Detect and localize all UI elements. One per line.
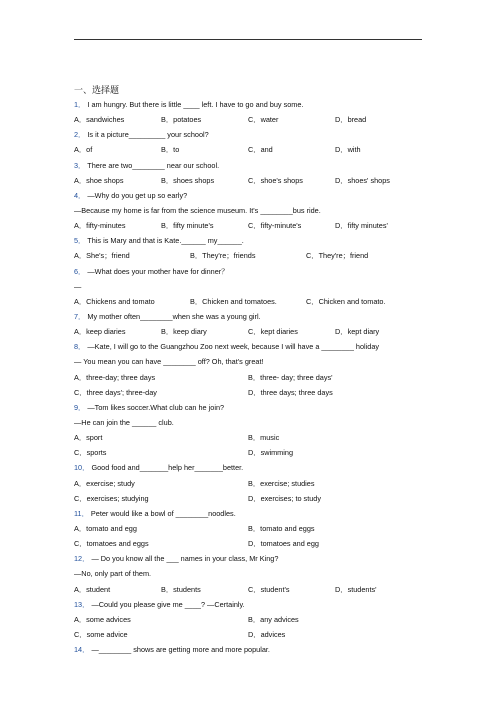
- answer-option: D．students': [335, 584, 377, 594]
- answer-option: B．to: [161, 145, 180, 155]
- question-number: 3．: [74, 160, 86, 170]
- answer-option: C．water: [248, 115, 279, 125]
- answer-option: B．keep diary: [161, 327, 207, 337]
- options-row: [74, 445, 434, 460]
- question-dialogue-line: —No, only part of them.: [74, 569, 152, 579]
- question-text: This is Mary and that is Kate.______ my______.: [85, 236, 244, 246]
- answer-option: C．Chicken and tomato.: [306, 296, 386, 306]
- answer-option: C．shoe's shops: [248, 175, 303, 185]
- answer-option: A．some advices: [74, 614, 131, 624]
- question-number: 12．: [74, 554, 90, 564]
- question-stem: [74, 158, 434, 173]
- question-dialogue-line: —He can join the ______ club.: [74, 417, 174, 427]
- question-stem: [74, 127, 434, 142]
- answer-option: D．kept diary: [335, 327, 380, 337]
- question-stem: [74, 188, 434, 203]
- answer-option: D．bread: [335, 115, 367, 125]
- options-row: [74, 476, 434, 491]
- question-text: —Kate, I will go to the Guangzhou Zoo next week, because I will have a ________ holiday: [85, 342, 380, 352]
- question-text: — Do you know all the ___ names in your class, Mr King?: [89, 554, 279, 564]
- answer-option: C．student's: [248, 584, 290, 594]
- question-number: 13．: [74, 599, 90, 609]
- answer-option: B．shoes shops: [161, 175, 215, 185]
- question-stem: [74, 97, 434, 112]
- options-row: [74, 627, 434, 642]
- options-row: [74, 142, 434, 157]
- question-text: —What does your mother have for dinner？: [85, 266, 229, 276]
- question-list: [74, 97, 434, 657]
- question-text: —Why do you get up so early?: [85, 190, 188, 200]
- answer-option: C．fifty-minute's: [248, 221, 302, 231]
- question-text: My mother often________when she was a young girl.: [85, 311, 261, 321]
- answer-option: C．exercises; studying: [74, 493, 149, 503]
- options-row: [74, 536, 434, 551]
- options-row: [74, 112, 434, 127]
- question-text: —Could you please give me ____? —Certainly.: [89, 599, 245, 609]
- answer-option: C．kept diaries: [248, 327, 298, 337]
- options-row: [74, 218, 434, 233]
- question-text: I am hungry. But there is little ____ left. I have to go and buy some.: [85, 100, 304, 109]
- answer-option: A．shoe shops: [74, 175, 124, 185]
- options-row: [74, 521, 434, 536]
- answer-option: A．fifty-minutes: [74, 221, 126, 231]
- question-stem: [74, 460, 434, 475]
- question-number: 14．: [74, 645, 90, 655]
- options-row: [74, 385, 434, 400]
- question-stem: [74, 551, 434, 566]
- question-text: Peter would like a bowl of ________noodles.: [88, 508, 236, 518]
- question-text: Good food and_______help her_______better.: [89, 463, 244, 473]
- answer-option: A．exercise; study: [74, 478, 135, 488]
- question-number: 2．: [74, 130, 86, 140]
- options-row: [74, 612, 434, 627]
- question-text: —Tom likes soccer.What club can he join?: [85, 402, 225, 412]
- answer-option: D．advices: [248, 629, 286, 639]
- answer-option: D．tomatoes and egg: [248, 539, 319, 549]
- options-row: [74, 173, 434, 188]
- question-stem: [74, 339, 434, 354]
- question-dialogue-line: — You mean you can have ________ off? Oh, that's great!: [74, 357, 264, 367]
- answer-option: B．Chicken and tomatoes.: [190, 296, 277, 306]
- answer-option: C．some advice: [74, 629, 128, 639]
- question-dialogue-line: —Because my home is far from the science museum. It's ________bus ride.: [74, 205, 321, 215]
- answer-option: B．music: [248, 433, 280, 443]
- question-text: Is it a picture_________ your school?: [85, 130, 209, 140]
- answer-option: D．with: [335, 145, 361, 155]
- question-number: 11．: [74, 508, 89, 518]
- answer-option: A．She's；friend: [74, 251, 130, 261]
- question-stem: [74, 597, 434, 612]
- question-number: 9．: [74, 402, 86, 412]
- section-title: 一、选择题: [74, 85, 120, 95]
- question-number: 7．: [74, 311, 86, 321]
- answer-option: C．and: [248, 145, 273, 155]
- question-stem: [74, 506, 434, 521]
- options-row: [74, 324, 434, 339]
- question-stem: [74, 400, 434, 415]
- question-text: —________ shows are getting more and more popular.: [89, 645, 270, 655]
- options-row: [74, 294, 434, 309]
- answer-option: D．shoes' shops: [335, 175, 390, 185]
- answer-option: C．three days'; three-day: [74, 387, 157, 397]
- answer-option: C．tomatoes and eggs: [74, 539, 149, 549]
- answer-option: A．Chickens and tomato: [74, 296, 155, 306]
- answer-option: B．three- day; three days': [248, 372, 333, 382]
- question-stem: [74, 642, 434, 657]
- answer-option: C．They're；friend: [306, 251, 369, 261]
- question-number: 5．: [74, 236, 86, 246]
- question-number: 1．: [74, 100, 86, 109]
- answer-option: A．three-day; three days: [74, 372, 156, 382]
- answer-option: A．keep diaries: [74, 327, 126, 337]
- answer-option: C．sports: [74, 448, 107, 458]
- question-number: 4．: [74, 190, 86, 200]
- question-dialogue-line: —: [74, 281, 82, 291]
- answer-option: D．swimming: [248, 448, 293, 458]
- answer-option: B．They're；friends: [190, 251, 256, 261]
- header-rule: [74, 39, 422, 40]
- answer-option: B．exercise; studies: [248, 478, 315, 488]
- answer-option: B．fifty minute's: [161, 221, 214, 231]
- options-row: [74, 491, 434, 506]
- answer-option: D．exercises; to study: [248, 493, 321, 503]
- options-row: [74, 370, 434, 385]
- options-row: [74, 582, 434, 597]
- answer-option: D．three days; three days: [248, 387, 333, 397]
- question-stem: [74, 264, 434, 279]
- answer-option: D．fifty minutes': [335, 221, 388, 231]
- answer-option: B．students: [161, 584, 201, 594]
- options-row: [74, 430, 434, 445]
- answer-option: B．potatoes: [161, 115, 202, 125]
- answer-option: A．sport: [74, 433, 103, 443]
- question-stem: [74, 233, 434, 248]
- answer-option: A．sandwiches: [74, 115, 125, 125]
- question-number: 6．: [74, 266, 86, 276]
- question-stem: [74, 309, 434, 324]
- answer-option: A．tomato and egg: [74, 523, 137, 533]
- answer-option: B．tomato and eggs: [248, 523, 315, 533]
- answer-option: A．student: [74, 584, 111, 594]
- question-number: 8．: [74, 342, 86, 352]
- question-text: There are two________ near our school.: [85, 160, 220, 170]
- answer-option: A．of: [74, 145, 93, 155]
- answer-option: B．any advices: [248, 614, 299, 624]
- question-number: 10．: [74, 463, 90, 473]
- options-row: [74, 248, 434, 263]
